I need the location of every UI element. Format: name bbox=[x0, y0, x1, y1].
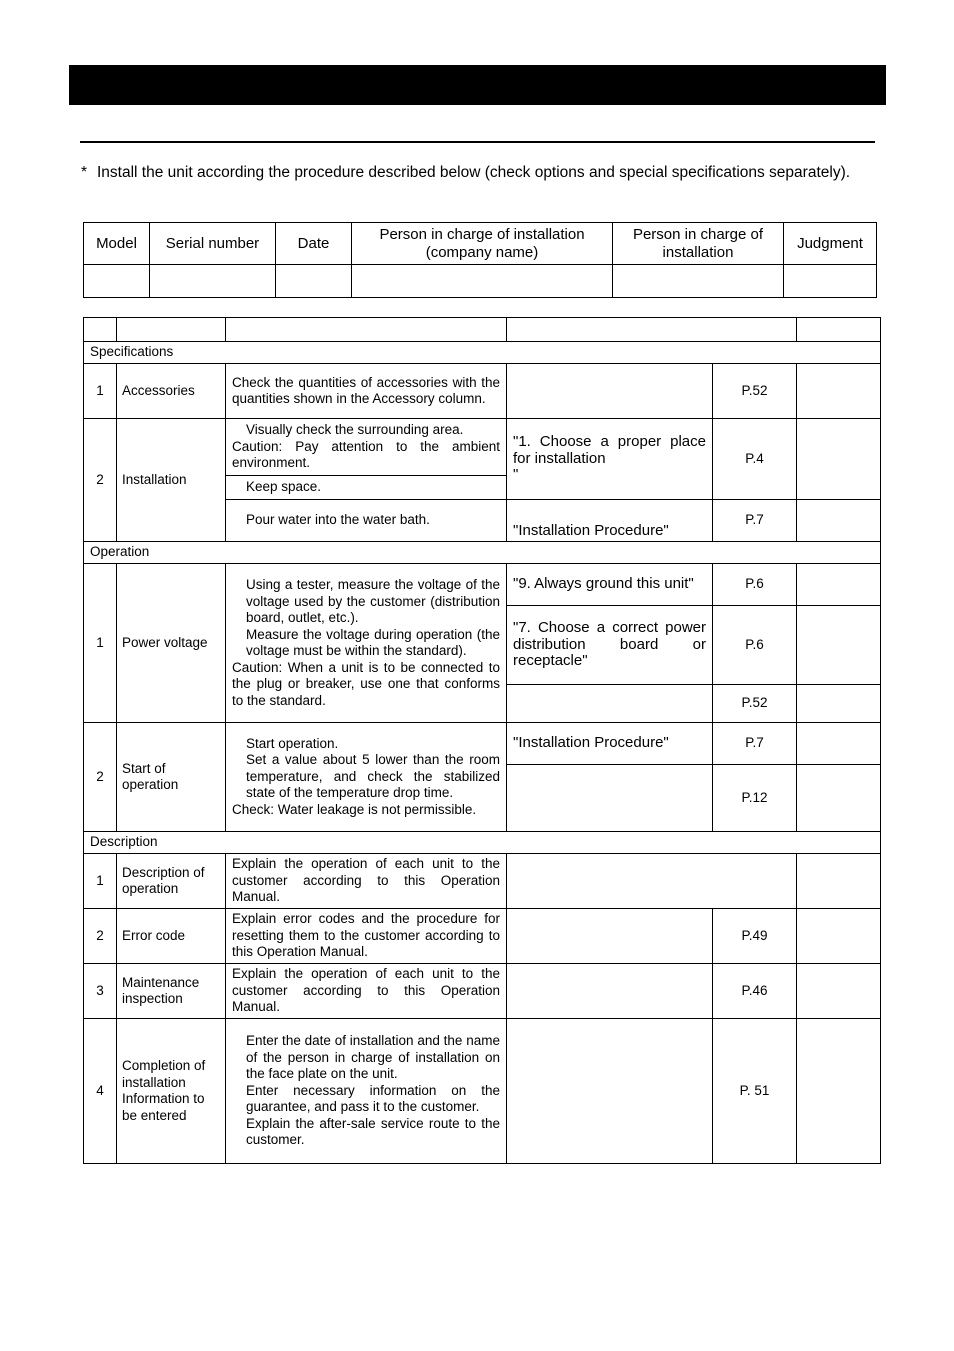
row-number: 1 bbox=[84, 854, 117, 909]
row-number: 2 bbox=[84, 723, 117, 832]
installation-checklist-table bbox=[83, 317, 881, 1164]
table-row bbox=[84, 364, 881, 419]
reference-cell bbox=[507, 685, 713, 723]
item-caution: Caution: When a unit is to be connected to the plug or breaker, use one that conforms to the standard. bbox=[232, 659, 500, 708]
item-caution: Caution: Pay attention to the ambient environment. bbox=[232, 438, 500, 471]
judgment-cell[interactable] bbox=[784, 265, 877, 298]
row-number: 2 bbox=[84, 909, 117, 964]
reference-text: "Installation Procedure" bbox=[507, 500, 713, 542]
page-ref: P.52 bbox=[713, 364, 797, 419]
reference-cell bbox=[507, 1019, 713, 1164]
intro-text: Install the unit according the procedure described below (check options and special specifications separately). bbox=[97, 164, 851, 181]
page-ref: P.6 bbox=[713, 564, 797, 606]
title-bar bbox=[69, 65, 886, 105]
check-cell[interactable] bbox=[797, 723, 881, 765]
section-specifications: Specifications bbox=[84, 342, 881, 364]
check-cell[interactable] bbox=[797, 685, 881, 723]
item-description: Explain the operation of each unit to the customer according to this Operation Manual. bbox=[226, 964, 507, 1019]
item-name: Start of operation bbox=[117, 723, 226, 832]
item-description: Using a tester, measure the voltage of the voltage used by the customer (distribution board, outlet, etc.). bbox=[246, 577, 500, 625]
col-person-company: Person in charge of installation (company name) bbox=[352, 223, 613, 265]
person-in-charge-cell[interactable] bbox=[613, 265, 784, 298]
item-description: Start operation. bbox=[246, 735, 339, 751]
item-name: Maintenance inspection bbox=[117, 964, 226, 1019]
checklist-header-row bbox=[84, 318, 881, 342]
check-cell[interactable] bbox=[797, 765, 881, 832]
reference-text: "Installation Procedure" bbox=[507, 723, 713, 765]
date-cell[interactable] bbox=[276, 265, 352, 298]
page-ref: P.6 bbox=[713, 606, 797, 685]
check-cell[interactable] bbox=[797, 606, 881, 685]
check-cell[interactable] bbox=[797, 964, 881, 1019]
check-cell[interactable] bbox=[797, 854, 881, 909]
item-name: Description of operation bbox=[117, 854, 226, 909]
row-number: 1 bbox=[84, 564, 117, 723]
col-serial-number: Serial number bbox=[150, 223, 276, 265]
page-ref: P.12 bbox=[713, 765, 797, 832]
item-description: Enter necessary information on the guarantee, and pass it to the customer. bbox=[246, 1082, 500, 1115]
item-description: Explain the after-sale service route to the customer. bbox=[246, 1115, 500, 1148]
reference-cell bbox=[507, 765, 713, 832]
table-row bbox=[84, 419, 881, 476]
item-description: Keep space. bbox=[246, 479, 322, 495]
reference-text: "9. Always ground this unit" bbox=[507, 564, 713, 606]
row-number: 4 bbox=[84, 1019, 117, 1164]
table-row bbox=[84, 964, 881, 1019]
item-name: Completion of installation Information to be entered bbox=[117, 1019, 226, 1164]
item-check-note: Check: Water leakage is not permissible. bbox=[232, 801, 477, 817]
col-person-in-charge: Person in charge of installation bbox=[613, 223, 784, 265]
reference-cell bbox=[507, 964, 713, 1019]
page-ref: P.49 bbox=[713, 909, 797, 964]
model-cell[interactable] bbox=[84, 265, 150, 298]
check-cell[interactable] bbox=[797, 909, 881, 964]
table-row bbox=[84, 909, 881, 964]
table-row bbox=[84, 1019, 881, 1164]
check-cell[interactable] bbox=[797, 364, 881, 419]
item-description: Explain error codes and the procedure for resetting them to the customer according to this Operation Manual. bbox=[226, 909, 507, 964]
reference-text: "7. Choose a correct power distribution board or receptacle" bbox=[507, 606, 713, 685]
intro-bullet: * bbox=[81, 164, 88, 181]
installation-record-table bbox=[83, 222, 877, 298]
item-name: Accessories bbox=[117, 364, 226, 419]
item-name: Installation bbox=[117, 419, 226, 542]
item-description: Enter the date of installation and the name of the person in charge of installation on the face plate on the unit. bbox=[246, 1033, 500, 1082]
row-number: 2 bbox=[84, 419, 117, 542]
item-description: Pour water into the water bath. bbox=[246, 512, 430, 528]
item-description: Set a value about 5 lower than the room temperature, and check the stabilized state of the temperature drop time. bbox=[246, 752, 500, 801]
section-description: Description bbox=[84, 832, 881, 854]
reference-cell bbox=[507, 364, 713, 419]
check-cell[interactable] bbox=[797, 564, 881, 606]
col-judgment: Judgment bbox=[784, 223, 877, 265]
reference-cell bbox=[507, 909, 713, 964]
item-name: Error code bbox=[117, 909, 226, 964]
intro-note bbox=[80, 163, 875, 183]
check-cell[interactable] bbox=[797, 1019, 881, 1164]
reference-cell bbox=[507, 854, 797, 909]
page-ref: P.4 bbox=[713, 419, 797, 500]
item-description: Check the quantities of accessories with the quantities shown in the Accessory column. bbox=[226, 364, 507, 419]
check-cell[interactable] bbox=[797, 500, 881, 542]
page-ref: P.46 bbox=[713, 964, 797, 1019]
col-model: Model bbox=[84, 223, 150, 265]
person-company-cell[interactable] bbox=[352, 265, 613, 298]
section-operation: Operation bbox=[84, 542, 881, 564]
item-name: Power voltage bbox=[117, 564, 226, 723]
table-row bbox=[84, 564, 881, 606]
page-ref: P.7 bbox=[713, 500, 797, 542]
col-date: Date bbox=[276, 223, 352, 265]
item-description: Measure the voltage during operation (the voltage must be within the standard). bbox=[246, 626, 500, 658]
row-number: 3 bbox=[84, 964, 117, 1019]
serial-number-cell[interactable] bbox=[150, 265, 276, 298]
item-description: Visually check the surrounding area. bbox=[246, 422, 464, 438]
section-divider bbox=[80, 141, 875, 143]
reference-text-close: " bbox=[513, 466, 519, 484]
table-row bbox=[84, 723, 881, 765]
reference-text: "1. Choose a proper place for installation bbox=[513, 433, 706, 467]
page-ref: P.7 bbox=[713, 723, 797, 765]
row-number: 1 bbox=[84, 364, 117, 419]
page-ref: P. 51 bbox=[713, 1019, 797, 1164]
page-ref: P.52 bbox=[713, 685, 797, 723]
item-description: Explain the operation of each unit to the customer according to this Operation Manual. bbox=[226, 854, 507, 909]
check-cell[interactable] bbox=[797, 419, 881, 500]
table-row bbox=[84, 854, 881, 909]
